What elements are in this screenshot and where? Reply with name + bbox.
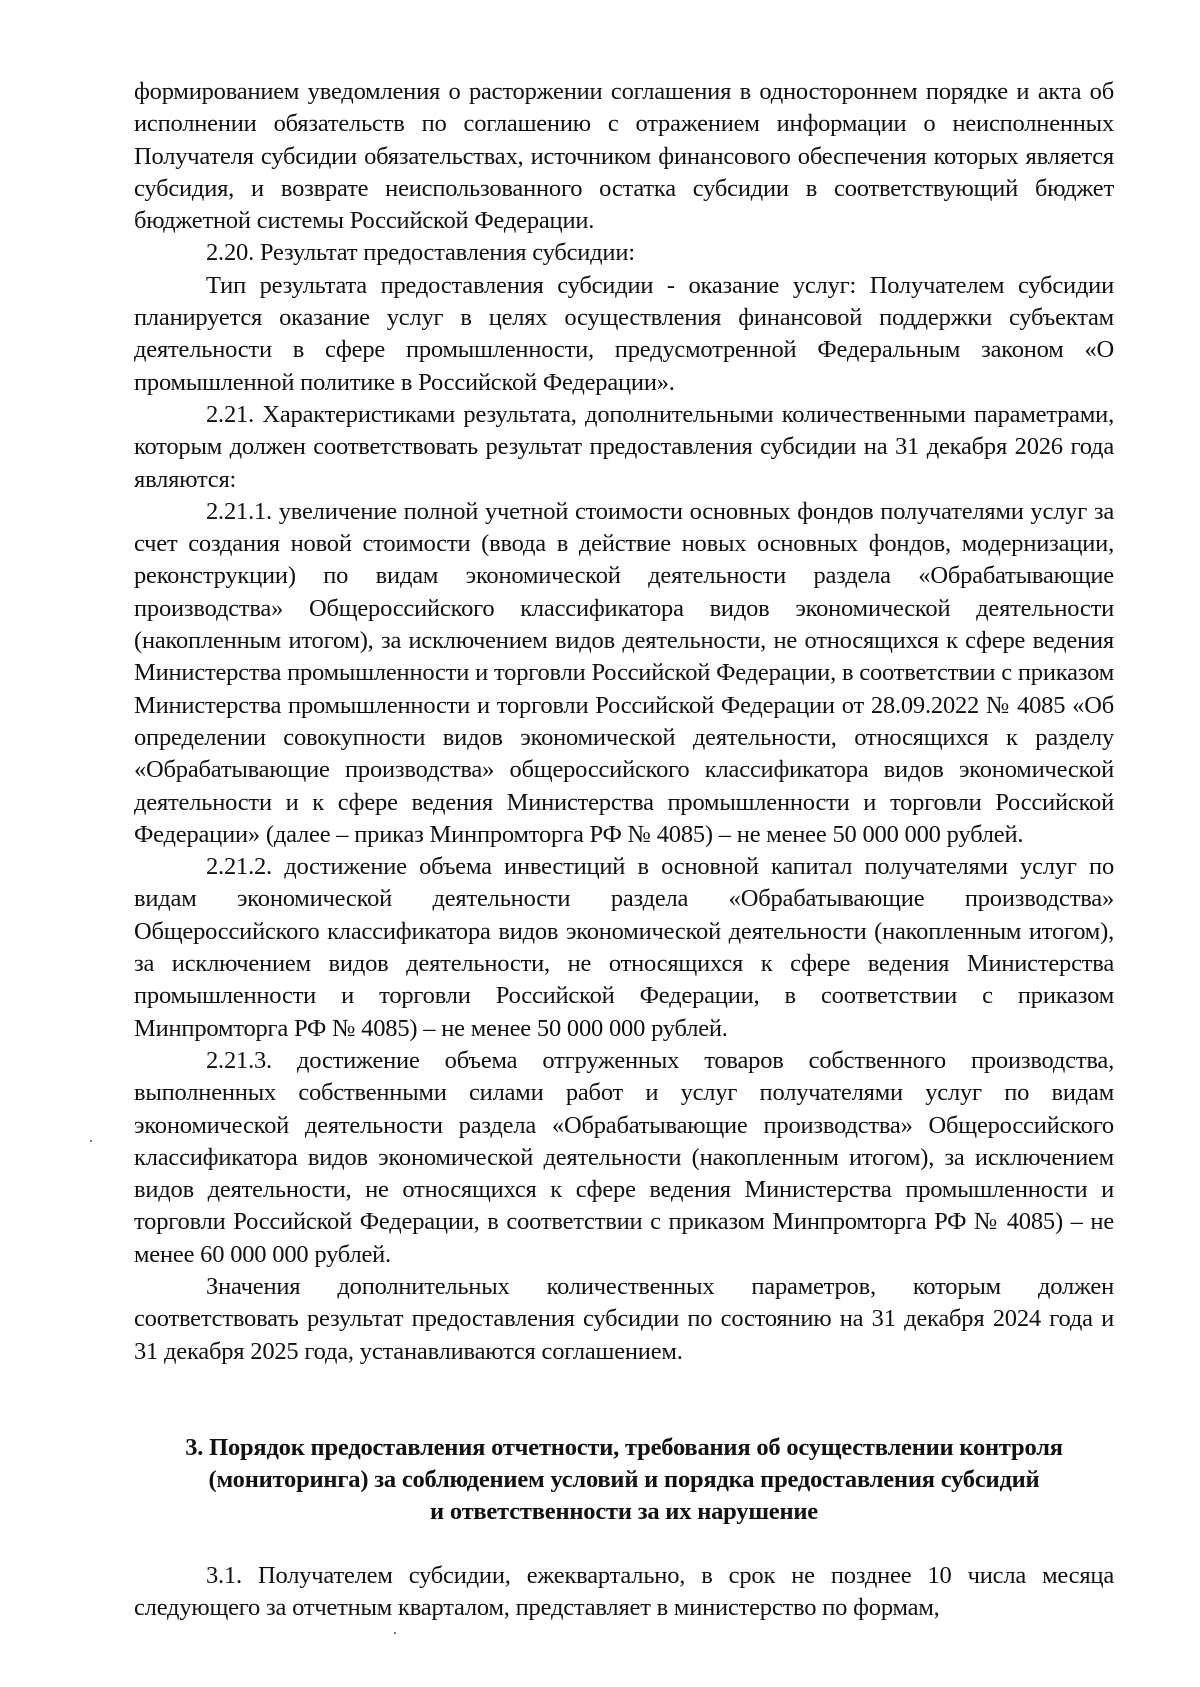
paragraph-2-21-1: 2.21.1. увеличение полной учетной стоимости основных фондов получателями услуг за счет создания новой стоимости (ввода в действие новых основных фондов, модернизации, реконструкции) по видам экономической деятельности раздела «Обрабатывающие производства» Общероссийского классификатора видов экономической деятельности (накопленным итогом), за исключением видов деятельности, не относящихся к сфере ведения Министерства промышленности и торговли Российской Федерации, в соответствии с приказом Министерства промышленности и торговли Российской Федерации от 28.09.2022 № 4085 «Об определении совокупности видов экономической деятельности, относящихся к разделу «Обрабатывающие производства» общероссийского классификатора видов экономической деятельности и к сфере ведения Министерства промышленности и торговли Российской Федерации» (далее – приказ Минпромторга РФ № 4085) – не менее 50 000 000 рублей. [134,497,1114,848]
paragraph-3-1: 3.1. Получателем субсидии, ежеквартально, в срок не позднее 10 числа месяца следующего за отчетным кварталом, представляет в министерство по формам, [134,1561,1114,1622]
paragraph-2-21: 2.21. Характеристиками результата, дополнительными количественными параметрами, которым должен соответствовать результат предоставления субсидии на 31 декабря 2026 года являются: [134,400,1114,493]
scan-speck [394,1632,396,1634]
section-3-heading-line-2: (мониторинга) за соблюдением условий и порядка предоставления субсидий [208,1466,1040,1494]
paragraph-2-19-end: формированием уведомления о расторжении соглашения в одностороннем порядке и акта об исполнении обязательств по соглашению с отражением информации о неисполненных Получателя субсидии обязательствах, источником финансового обеспечения которых является субсидия, и возврате неиспользованного остатка субсидии в соответствующий бюджет бюджетной системы Российской Федерации. [134,78,1114,235]
document-page [134,76,1114,1624]
spacer [134,1529,1114,1560]
section-3-heading-line-3: и ответственности за их нарушение [430,1498,818,1526]
section-3-heading-line-1: 3. Порядок предоставления отчетности, требования об осуществлении контроля [185,1433,1063,1461]
paragraph-2-21-3: 2.21.3. достижение объема отгруженных товаров собственного производства, выполненных собственными силами работ и услуг получателями услуг по видам экономической деятельности раздела «Обрабатывающие производства» Общероссийского классификатора видов экономической деятельности (накопленным итогом), за исключением видов деятельности, не относящихся к сфере ведения Министерства промышленности и торговли Российской Федерации, в соответствии с приказом Минпромторга РФ № 4085) – не менее 60 000 000 рублей. [134,1046,1114,1268]
paragraph-parameter-values: Значения дополнительных количественных параметров, которым должен соответствовать результат предоставления субсидии по состоянию на 31 декабря 2024 года и 31 декабря 2025 года, устанавливаются соглашением. [134,1272,1114,1365]
paragraph-2-20: 2.20. Результат предоставления субсидии: [206,239,635,267]
spacer [134,1368,1114,1432]
paragraph-2-20-result-type: Тип результата предоставления субсидии - оказание услуг: Получателем субсидии планируется оказание услуг в целях осуществления финансовой поддержки субъектам деятельности в сфере промышленности, предусмотренной Федеральным законом «О промышленной политике в Российской Федерации». [134,271,1114,396]
scan-speck [90,1140,92,1142]
paragraph-2-21-2: 2.21.2. достижение объема инвестиций в основной капитал получателями услуг по видам экономической деятельности раздела «Обрабатывающие производства» Общероссийского классификатора видов экономической деятельности (накопленным итогом), за исключением видов деятельности, не относящихся к сфере ведения Министерства промышленности и торговли Российской Федерации, в соответствии с приказом Минпромторга РФ № 4085) – не менее 50 000 000 рублей. [134,853,1114,1042]
section-3-heading [134,1432,1114,1529]
